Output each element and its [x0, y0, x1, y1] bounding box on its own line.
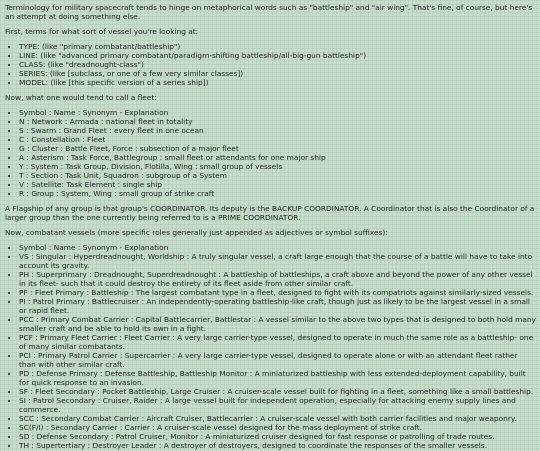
- list-item: • C : Constellation : Fleet: [19, 135, 536, 144]
- list-item: • N : Network : Armada : national fleet in totality: [19, 117, 536, 126]
- list-item: • Symbol : Name : Synonym - Explanation: [19, 108, 536, 117]
- list-item: • SERIES: (like [subclass, or one of a few very similar classes]): [19, 69, 536, 78]
- terms-list: [5, 42, 536, 87]
- terms-heading: First, terms for what sort of vessel you're looking at:: [5, 27, 199, 36]
- list-item: • PI : Patrol Primary : Battlecruiser : An independently-operating battleship-like craft, though just as likely to be the largest vessel in a small or rapid fleet.: [19, 297, 536, 315]
- intro-paragraph: Terminology for military spacecraft tends to hinge on metaphorical words such as "battleship" and "air wing". That's fine, of course, but here's an attempt at doing something else.: [5, 3, 533, 21]
- list-item: • A : Asterism : Task Force, Battlegroup : small fleet or attendants for one major ship: [19, 153, 536, 162]
- list-item: • SD : Defense Secondary : Patrol Cruiser, Monitor : A miniaturized cruiser designed for fast response or patrolling of trade routes.: [19, 432, 536, 441]
- list-item: • CLASS: (like "dreadnought-class"): [19, 60, 536, 69]
- list-item: • TH : Supertertiary : Destroyer Leader : A destroyer of destroyers, designed to coordinate the responses of the smaller vessels.: [19, 441, 536, 450]
- combatant-list: [5, 243, 536, 450]
- list-item: • V : Satellite: Task Element : single ship: [19, 180, 536, 189]
- list-item: • PH : Superprimary : Dreadnought, Superdreadnought : A battleship of battleships, a craft above and beyond the power of any other vessel in its fleet- such that it could destroy the entirety of its fleet aside from other similar craft.: [19, 270, 536, 288]
- list-item: • S : Swarm : Grand Fleet : every fleet in one ocean: [19, 126, 536, 135]
- fleet-list: [5, 108, 536, 198]
- list-item: • LINE: (like "advanced primary combatant/paradigm-shifting battleship/all-big-gun battleship"): [19, 51, 536, 60]
- list-item: • PCI : Primary Patrol Carrier : Supercarrier : A very large carrier-type vessel, designed to operate alone or with an attendant fleet rather than with other similar craft.: [19, 351, 536, 369]
- fleet-heading: Now, what one would tend to call a fleet:: [5, 93, 157, 102]
- list-item: • Symbol : Name : Synonym - Explanation: [19, 243, 536, 252]
- list-item: • T : Section : Task Unit, Squadron : subgroup of a System: [19, 171, 536, 180]
- list-item: • G : Cluster : Battle Fleet, Force : subsection of a major fleet: [19, 144, 536, 153]
- list-item: • MODEL: (like [this specific version of a series ship]): [19, 78, 536, 87]
- list-item: • SF : Fleet Secondary : Pocket Battleship, Large Cruiser : A cruiser-scale vessel built for fighting in a fleet, something like a small battleship.: [19, 387, 536, 396]
- combatant-heading: Now, combatant vessels (more specific roles generally just appended as adjectives or symbol suffixes):: [5, 228, 388, 237]
- list-item: • R : Group : System, Wing : small group of strike craft: [19, 189, 536, 198]
- coordinator-paragraph: A Flagship of any group is that group's COORDINATOR. Its deputy is the BACKUP COORDINATOR. A Coordinator that is also the Coordinator of a larger group than the one currently being referred to is a PRIME COORDINATOR.: [5, 204, 535, 222]
- list-item: • SC(F/I) : Secondary Carrier : Carrier : A cruiser-scale vessel designed for the mass deployment of strike craft.: [19, 423, 536, 432]
- list-item: • PCF : Primary Fleet Carrier : Fleet Carrier : A very large carrier-type vessel, designed to operate in much the same role as a battleship- one of many similar combatants.: [19, 333, 536, 351]
- list-item: • VS : Singular : Hyperdreadnought, Worldship : A truly singular vessel, a craft large enough that the course of a battle will have to take into account its gravity.: [19, 252, 536, 270]
- list-item: • PCC : Primary Combat Carrier : Capital Battlecarrier, Battlestar : A vessel similar to the above two types that is designed to both hold many smaller craft and be able to hold its own in a fight.: [19, 315, 536, 333]
- list-item: • SI : Patrol Secondary : Cruiser, Raider : A large vessel built for independent operation, especially for attacking enemy supply lines and commerce.: [19, 396, 536, 414]
- list-item: • TYPE: (like "primary combatant/battleship"): [19, 42, 536, 51]
- list-item: • SCC : Secondary Combat Carrier : Aircraft Cruiser, Battlecarrier : A cruiser-scale vessel with both carrier facilities and major weaponry.: [19, 414, 536, 423]
- list-item: • PD : Defense Primary : Defense Battleship, Battleship Monitor : A miniaturized battleship with less extended-deployment capability, built for quick response to an invasion.: [19, 369, 536, 387]
- list-item: • PF : Fleet Primary : Battleship : The largest combatant type in a fleet, designed to fight with its compatriots against similarly-sized vessels.: [19, 288, 536, 297]
- list-item: • Y : System : Task Group, Division, Flotilla, Wing : small group of vessels: [19, 162, 536, 171]
